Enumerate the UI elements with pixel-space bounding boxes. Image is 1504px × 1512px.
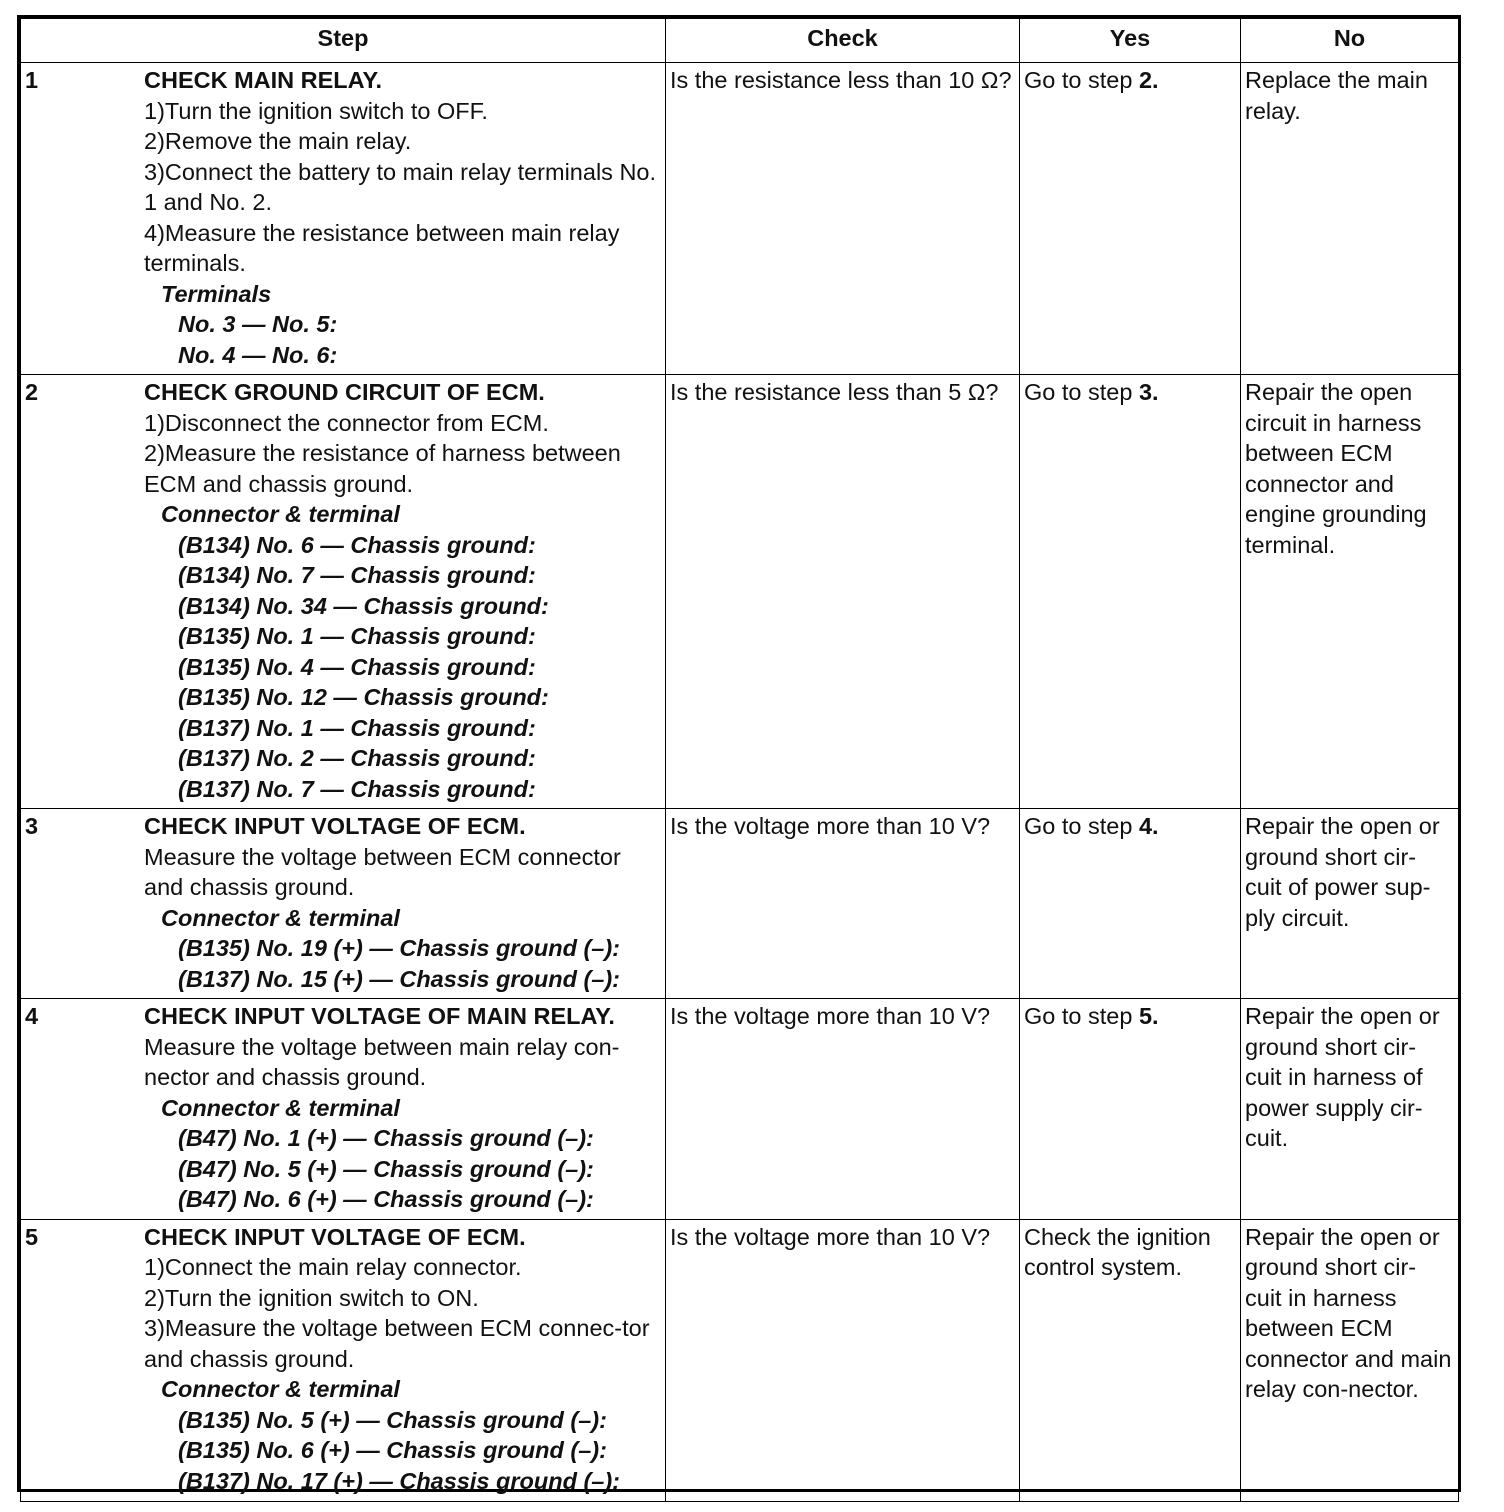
step-number: 4 (25, 1003, 39, 1029)
check-cell: Is the voltage more than 10 V? (666, 1219, 1020, 1501)
no-cell: Repair the open or ground short cir-cuit in harness of power supply cir-cuit. (1241, 999, 1459, 1220)
no-cell: Replace the main relay. (1241, 63, 1459, 375)
no-cell: Repair the open or ground short cir-cuit in harness between ECM connector and main relay con-nector. (1241, 1219, 1459, 1501)
spec-item: (B134) No. 34 — Chassis ground: (178, 592, 549, 619)
step-reference: 3. (1138, 379, 1159, 405)
yes-text: Go to step (1024, 379, 1139, 405)
table-row (21, 809, 1459, 999)
step-instruction: 3)Connect the battery to main relay terminals No. 1 and No. 2. (144, 158, 657, 215)
header-yes: Yes (1020, 19, 1241, 63)
spec-item: (B47) No. 6 (+) — Chassis ground (–): (178, 1186, 594, 1212)
header-check: Check (666, 19, 1020, 63)
step-cell (21, 375, 666, 809)
spec-heading: Connector & terminal (161, 1376, 400, 1402)
step-instruction: 2)Remove the main relay. (144, 128, 412, 154)
spec-item: (B137) No. 2 — Chassis ground: (178, 745, 536, 771)
yes-cell (1020, 809, 1241, 999)
diagnostic-table (20, 18, 1459, 1502)
step-number: 5 (25, 1223, 39, 1250)
spec-heading: Connector & terminal (161, 904, 400, 931)
spec-item: (B137) No. 7 — Chassis ground: (178, 775, 536, 802)
yes-cell (1020, 1219, 1241, 1501)
step-instruction: 1)Turn the ignition switch to OFF. (144, 97, 488, 124)
spec-heading: Terminals (161, 280, 272, 307)
spec-heading: Connector & terminal (161, 501, 400, 527)
spec-item: (B47) No. 5 (+) — Chassis ground (–): (178, 1155, 594, 1182)
spec-item: (B135) No. 19 (+) — Chassis ground (–): (178, 935, 621, 961)
step-instruction: 2)Measure the resistance of harness between ECM and chassis ground. (144, 440, 621, 497)
table-row (21, 999, 1459, 1220)
no-cell: Repair the open or ground short cir-cuit of power sup-ply circuit. (1241, 809, 1459, 999)
table-row (21, 1219, 1459, 1501)
spec-item: No. 3 — No. 5: (178, 311, 338, 337)
spec-heading: Connector & terminal (161, 1094, 400, 1121)
step-cell (21, 63, 666, 375)
step-body (144, 1001, 659, 1215)
step-title: CHECK MAIN RELAY. (144, 67, 383, 93)
yes-cell (1020, 999, 1241, 1220)
step-instruction: 3)Measure the voltage between ECM connec-tor and chassis ground. (144, 1315, 650, 1372)
header-row (21, 19, 1459, 63)
step-instruction: 2)Turn the ignition switch to ON. (144, 1284, 479, 1311)
step-instruction: 1)Connect the main relay connector. (144, 1254, 522, 1280)
step-cell (21, 809, 666, 999)
header-no: No (1241, 19, 1459, 63)
spec-item: (B137) No. 1 — Chassis ground: (178, 714, 536, 741)
yes-text: Check the ignition control system. (1024, 1223, 1211, 1280)
diagnostic-table-frame (17, 15, 1461, 1492)
step-title: CHECK INPUT VOLTAGE OF MAIN RELAY. (144, 1003, 615, 1029)
step-instruction: 4)Measure the resistance between main relay terminals. (144, 219, 620, 276)
table-row (21, 63, 1459, 375)
step-number: 3 (25, 813, 39, 839)
step-body (144, 65, 659, 370)
check-cell: Is the voltage more than 10 V? (666, 809, 1020, 999)
step-reference: 2. (1138, 67, 1159, 93)
spec-item: (B134) No. 7 — Chassis ground: (178, 562, 536, 588)
step-content (25, 377, 659, 804)
step-instruction: Measure the voltage between ECM connector and chassis ground. (144, 843, 621, 900)
step-reference: 5. (1138, 1003, 1159, 1029)
step-body (144, 377, 659, 804)
spec-item: (B135) No. 6 (+) — Chassis ground (–): (178, 1437, 607, 1463)
step-body (144, 1222, 659, 1497)
check-cell: Is the resistance less than 5 Ω? (666, 375, 1020, 809)
step-content (25, 1222, 659, 1497)
step-instruction: 1)Disconnect the connector from ECM. (144, 409, 549, 436)
spec-item: (B135) No. 1 — Chassis ground: (178, 623, 536, 649)
spec-item: (B47) No. 1 (+) — Chassis ground (–): (178, 1125, 594, 1151)
table-row (21, 375, 1459, 809)
spec-item: (B134) No. 6 — Chassis ground: (178, 531, 536, 558)
no-cell: Repair the open circuit in harness between ECM connector and engine grounding terminal. (1241, 375, 1459, 809)
spec-item: No. 4 — No. 6: (178, 341, 338, 368)
spec-item: (B137) No. 17 (+) — Chassis ground (–): (178, 1467, 621, 1494)
yes-cell (1020, 375, 1241, 809)
step-content (25, 811, 659, 994)
step-reference: 4. (1138, 813, 1159, 839)
step-cell (21, 999, 666, 1220)
yes-text: Go to step (1024, 1003, 1139, 1029)
step-content (25, 1001, 659, 1215)
step-number: 2 (25, 379, 39, 405)
spec-item: (B137) No. 15 (+) — Chassis ground (–): (178, 965, 621, 992)
check-cell: Is the resistance less than 10 Ω? (666, 63, 1020, 375)
step-body (144, 811, 659, 994)
yes-text: Go to step (1024, 67, 1139, 93)
yes-cell (1020, 63, 1241, 375)
check-cell: Is the voltage more than 10 V? (666, 999, 1020, 1220)
step-title: CHECK INPUT VOLTAGE OF ECM. (144, 813, 526, 839)
yes-text: Go to step (1024, 813, 1139, 839)
step-title: CHECK GROUND CIRCUIT OF ECM. (144, 379, 545, 405)
spec-item: (B135) No. 4 — Chassis ground: (178, 653, 536, 680)
step-number: 1 (25, 67, 39, 93)
step-instruction: Measure the voltage between main relay con-nector and chassis ground. (144, 1033, 620, 1090)
header-step: Step (21, 19, 666, 63)
step-cell (21, 1219, 666, 1501)
spec-item: (B135) No. 5 (+) — Chassis ground (–): (178, 1406, 607, 1433)
spec-item: (B135) No. 12 — Chassis ground: (178, 684, 549, 710)
step-content (25, 65, 659, 370)
step-title: CHECK INPUT VOLTAGE OF ECM. (144, 1223, 526, 1250)
table-body (21, 63, 1459, 1502)
